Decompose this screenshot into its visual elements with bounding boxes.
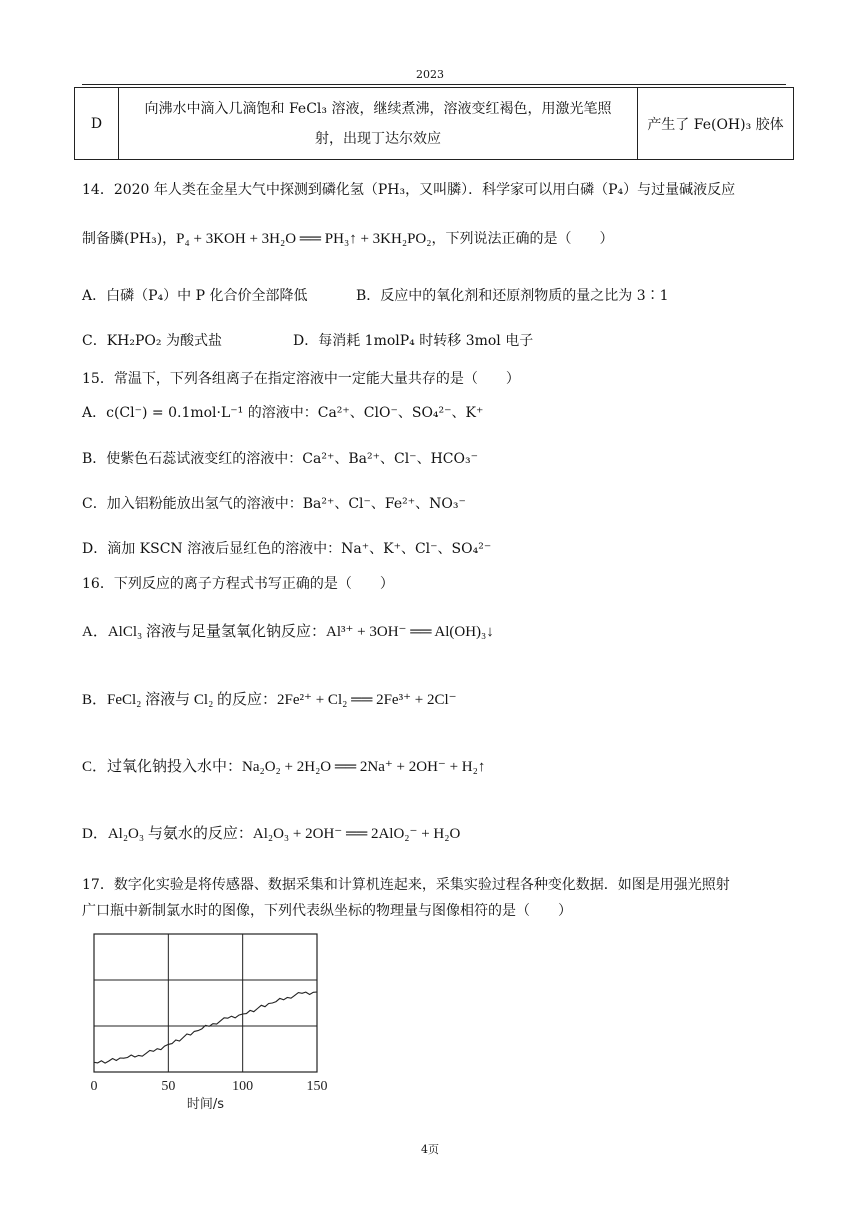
table-desc-line-2: 射，出现丁达尔效应: [315, 130, 441, 147]
chart-x-tick-label: 150: [306, 1079, 328, 1094]
q14-equation: P₄ + 3KOH + 3H₂O ══ PH₃↑ + 3KH₂PO₂: [176, 231, 432, 247]
chart-x-tick-label: 0: [90, 1079, 98, 1094]
table-desc-line-1: 向沸水中滴入几滴饱和 FeCl₃ 溶液，继续煮沸，溶液变红褐色，用激光笔照: [144, 100, 612, 117]
q14-option-a: A．白磷（P₄）中 P 化合价全部降低: [82, 288, 308, 304]
q16-option-a: A．AlCl₃ 溶液与足量氢氧化钠反应：Al³⁺ + 3OH⁻ ══ Al(OH)₃↓: [82, 624, 494, 640]
q15-option-c: C．加入铝粉能放出氢气的溶液中：Ba²⁺、Cl⁻、Fe²⁺、NO₃⁻: [82, 496, 466, 512]
chart-x-axis-label: 时间/s: [186, 1097, 225, 1110]
q14-stem-post: ，下列说法正确的是（ ）: [431, 231, 614, 247]
q17-stem-line-1: 17．数字化实验是将传感器、数据采集和计算机连起来，采集实验过程各种变化数据．如图是用强光照射: [82, 877, 730, 893]
q14-option-c: C．KH₂PO₂ 为酸式盐: [82, 333, 222, 349]
q16-stem: 16．下列反应的离子方程式书写正确的是（ ）: [82, 576, 394, 592]
q15-option-a: A．c(Cl⁻) = 0.1mol·L⁻¹ 的溶液中：Ca²⁺、ClO⁻、SO₄²⁻、K⁺: [82, 405, 484, 421]
page-number: 4页: [421, 1143, 439, 1156]
option-table: [74, 87, 794, 160]
table-row: [75, 88, 794, 160]
chlorine-water-chart: [86, 930, 336, 1110]
q14-stem-line-1: 14．2020 年人类在金星大气中探测到磷化氢（PH₃，又叫膦）．科学家可以用白磷（P₄）与过量碱液反应: [82, 182, 736, 198]
q14-stem-line-2: [82, 228, 613, 248]
q15-stem: 15．常温下，下列各组离子在指定溶液中一定能大量共存的是（ ）: [82, 371, 520, 387]
chart-series-line: [94, 992, 317, 1063]
q16-option-d: D．Al₂O₃ 与氨水的反应：Al₂O₃ + 2OH⁻ ══ 2AlO₂⁻ + H₂O: [82, 826, 461, 842]
q14-option-d: D．每消耗 1molP₄ 时转移 3mol 电子: [293, 333, 534, 349]
table-row-result: 产生了 Fe(OH)₃ 胶体: [638, 88, 794, 160]
q15-option-d: D．滴加 KSCN 溶液后显红色的溶液中：Na⁺、K⁺、Cl⁻、SO₄²⁻: [82, 541, 492, 557]
chart-x-tick-label: 100: [232, 1079, 254, 1094]
header-divider: [82, 84, 786, 85]
q14-stem-pre: 制备膦(PH₃)，: [82, 231, 177, 247]
q15-option-b: B．使紫色石蕊试液变红的溶液中：Ca²⁺、Ba²⁺、Cl⁻、HCO₃⁻: [82, 451, 478, 467]
header-year: 2023: [416, 68, 444, 81]
q16-option-b: B．FeCl₂ 溶液与 Cl₂ 的反应：2Fe²⁺ + Cl₂ ══ 2Fe³⁺ + 2Cl⁻: [82, 692, 457, 708]
table-row-letter: D: [75, 88, 119, 160]
q16-option-c: C．过氧化钠投入水中：Na₂O₂ + 2H₂O ══ 2Na⁺ + 2OH⁻ + H₂↑: [82, 759, 486, 775]
q17-stem-line-2: 广口瓶中新制氯水时的图像，下列代表纵坐标的物理量与图像相符的是（ ）: [82, 903, 572, 919]
table-row-description: [119, 88, 638, 160]
chart-x-tick-label: 50: [161, 1079, 176, 1094]
q14-option-b: B．反应中的氧化剂和还原剂物质的量之比为 3∶1: [356, 288, 669, 304]
chart-frame: [94, 934, 317, 1072]
